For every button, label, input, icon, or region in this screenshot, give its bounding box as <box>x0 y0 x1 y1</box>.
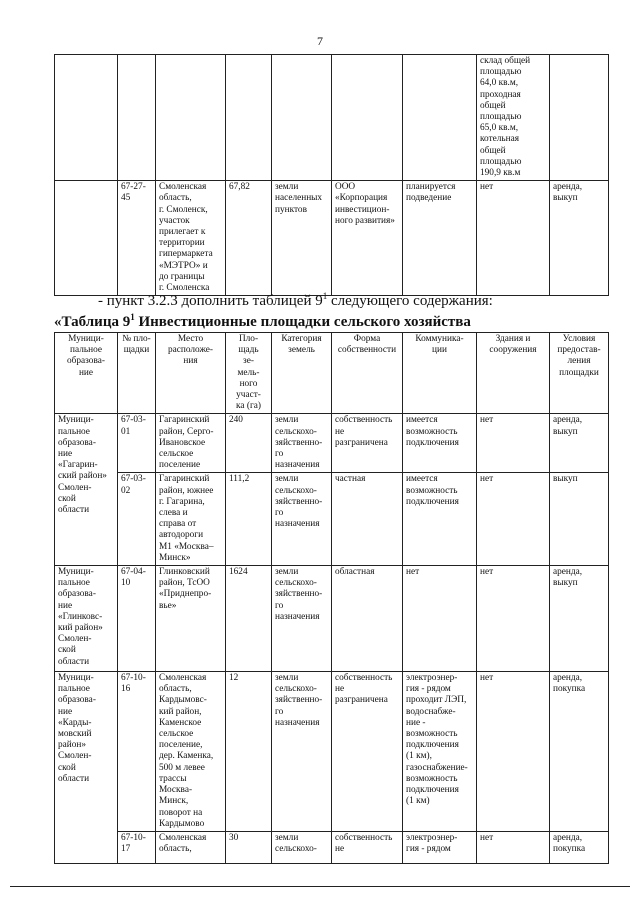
column-header: № пло- щадки <box>118 333 156 414</box>
table-cell: выкуп <box>550 473 609 566</box>
column-header: Условия предостав- ления площадки <box>550 333 609 414</box>
table-row <box>55 672 609 832</box>
table-cell: нет <box>477 831 550 863</box>
table-cell: земли сельскохо- зяйственно- го назначения <box>272 473 332 566</box>
table-cell <box>156 55 226 181</box>
table-cell: 67-10- 16 <box>118 672 156 832</box>
table-cell: Глинковский район, ТсОО «Приднепро- вье» <box>156 566 226 672</box>
table-cell: земли сельскохо- зяйственно- го назначения <box>272 414 332 473</box>
table-caption <box>54 314 471 331</box>
table-cell: Муници- пальное образова- ние «Карды- мовский район» Смолен- ской области <box>55 672 118 864</box>
table-cell: 30 <box>226 831 272 863</box>
table-row <box>55 181 609 296</box>
table-cell <box>403 55 477 181</box>
table-cell: 67-03- 01 <box>118 414 156 473</box>
table-row <box>55 831 609 863</box>
table-cell: склад общей площадью 64,0 кв.м, проходная общей площадью 65,0 кв.м, котельная общей площадью 190,9 кв.м <box>477 55 550 181</box>
table-cell: нет <box>477 566 550 672</box>
table-cell: собственность не разграничена <box>332 414 403 473</box>
investment-sites-table <box>54 332 609 864</box>
page-number: 7 <box>317 34 323 48</box>
table-cell: собственность не разграничена <box>332 672 403 832</box>
amendment-tail: следующего содержания: <box>327 293 493 309</box>
table-cell: 67-27- 45 <box>118 181 156 296</box>
table-cell: 1624 <box>226 566 272 672</box>
table-cell: Смоленская область, Кардымовс- кий район, Каменское сельское поселение, дер. Каменка, 500 м левее трассы Москва- Минск, поворот на Кардымово <box>156 672 226 832</box>
table-cell: земли сельскохо- зяйственно- го назначения <box>272 566 332 672</box>
table-cell: 67-04- 10 <box>118 566 156 672</box>
table-cell: имеется возможность подключения <box>403 414 477 473</box>
table-row <box>55 55 609 181</box>
table-cell: аренда, выкуп <box>550 181 609 296</box>
column-header: Муници- пальное образова- ние <box>55 333 118 414</box>
table-cell: земли населенных пунктов <box>272 181 332 296</box>
table-row <box>55 414 609 473</box>
table-cell: 111,2 <box>226 473 272 566</box>
table-cell: Смоленская область, г. Смоленск, участок прилегает к территории гипермаркета «МЭТРО» и до границы г. Смоленска <box>156 181 226 296</box>
caption-title: Инвестиционные площадки сельского хозяйства <box>134 314 471 330</box>
table-cell <box>272 55 332 181</box>
column-header: Пло- щадь зе- мель- ного участ- ка (га) <box>226 333 272 414</box>
table-cell: 67-10- 17 <box>118 831 156 863</box>
table-cell: Гагаринский район, южнее г. Гагарина, слева и справа от автодороги М1 «Москва– Минск» <box>156 473 226 566</box>
table-cell: частная <box>332 473 403 566</box>
amendment-sentence <box>98 293 493 310</box>
table-cell: имеется возможность подключения <box>403 473 477 566</box>
column-header: Место расположе- ния <box>156 333 226 414</box>
table-cell: нет <box>477 473 550 566</box>
table-cell <box>55 181 118 296</box>
table-cell: нет <box>477 414 550 473</box>
table-row <box>55 566 609 672</box>
table-cell <box>118 55 156 181</box>
table-cell: аренда, покупка <box>550 672 609 832</box>
table-cell: нет <box>403 566 477 672</box>
table-cell: Муници- пальное образова- ние «Гагарин- ский район» Смолен- ской области <box>55 414 118 566</box>
table-cell: областная <box>332 566 403 672</box>
table-cell: 240 <box>226 414 272 473</box>
table-cell: электроэнер- гия - рядом проходит ЛЭП, водоснабже- ние - возможность подключения (1 км), газоснабжение- возможность подключения (1 км) <box>403 672 477 832</box>
column-header: Здания и сооружения <box>477 333 550 414</box>
caption-prefix: «Таблица 9 <box>54 314 131 330</box>
column-header: Коммуника- ции <box>403 333 477 414</box>
table-cell <box>332 55 403 181</box>
table-cell: нет <box>477 672 550 832</box>
table-cell: аренда, покупка <box>550 831 609 863</box>
table-row <box>55 473 609 566</box>
table-cell: Муници- пальное образова- ние «Глинковс- кий район» Смолен- ской области <box>55 566 118 672</box>
caption-superscript: 1 <box>130 312 135 322</box>
table-header-row <box>55 333 609 414</box>
column-header: Категория земель <box>272 333 332 414</box>
table-cell: земли сельскохо- зяйственно- го назначения <box>272 672 332 832</box>
amendment-superscript: 1 <box>322 291 328 301</box>
table-cell <box>55 55 118 181</box>
table-cell: нет <box>477 181 550 296</box>
bottom-rule <box>10 886 630 887</box>
table-cell: 67,82 <box>226 181 272 296</box>
table-cell: ООО «Корпорация инвестицион- ного развития» <box>332 181 403 296</box>
continued-table <box>54 54 609 296</box>
table-cell: планируется подведение <box>403 181 477 296</box>
column-header: Форма собственности <box>332 333 403 414</box>
table-cell: Гагаринский район, Серго- Ивановское сельское поселение <box>156 414 226 473</box>
table-cell: аренда, выкуп <box>550 414 609 473</box>
table-cell: Смоленская область, <box>156 831 226 863</box>
table-cell <box>226 55 272 181</box>
amendment-text: - пункт 3.2.3 дополнить таблицей 9 <box>98 293 323 309</box>
table-cell: электроэнер- гия - рядом <box>403 831 477 863</box>
table-cell: собственность не <box>332 831 403 863</box>
table-cell <box>550 55 609 181</box>
table-cell: аренда, выкуп <box>550 566 609 672</box>
table-cell: 67-03- 02 <box>118 473 156 566</box>
table-cell: земли сельскохо- <box>272 831 332 863</box>
table-cell: 12 <box>226 672 272 832</box>
